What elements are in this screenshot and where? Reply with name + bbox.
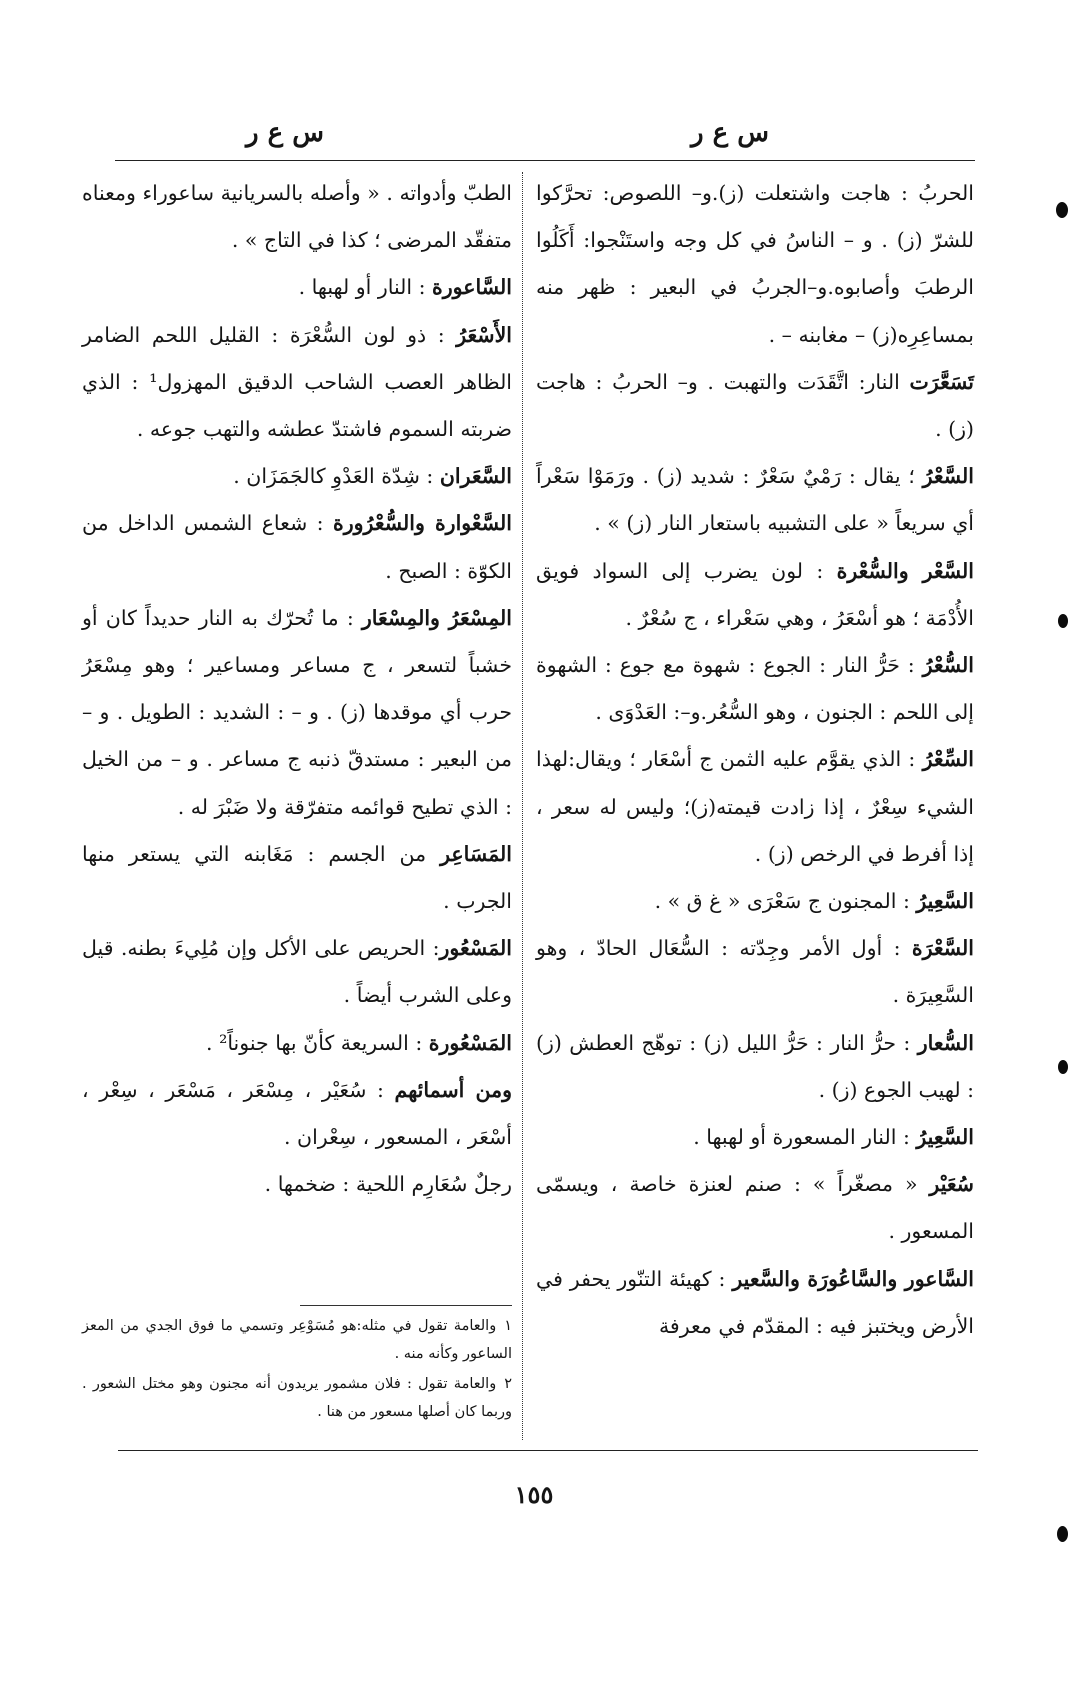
entry xyxy=(82,170,512,264)
entry xyxy=(82,595,512,831)
definition: : ذو لون السُّعْرَة : القليل اللحم الضامر الظاهر العصب الشاحب الدقيق المهزول¹ : الذي ضربته السموم فاشتدّ عطشه والتهب جوعه . xyxy=(82,322,513,442)
definition: : ما تُحرّك به النار حديداً كان أو خشباً لتسعر ، ج مساعر ومساعير ؛ وهو مِسْعَرُ حرب أي موقدها (ز) . و – : الشديد : الطويل . و – من البعير : مستدقّ ذنبه ج مساعر . و – من الخيل : الذي تطيح قوائمه متفرّقة ولا ضَبْرَ له . xyxy=(82,605,512,819)
definition: : لون يضرب إلى السواد فويق الأُدْمَة ؛ هو أسْعَرُ ، وهي سَعْراء ، ج سُعْرٌ . xyxy=(536,558,974,630)
definition: : النار أو لهبها . xyxy=(298,275,433,300)
footnote-number: ١ xyxy=(504,1318,512,1334)
definition: : كهيئة التنّور يحفر في الأرض ويختبز فيه : المقدّم في معرفة xyxy=(536,1266,974,1338)
footnote xyxy=(82,1312,512,1368)
entry xyxy=(536,1256,974,1350)
headword: السَّاعورة xyxy=(432,275,512,300)
definition: : شِدّة العَدْوِ كالجَمَزَان . xyxy=(233,464,440,489)
headword: السَّعْر والسُّعْرة xyxy=(836,558,975,583)
headword: الأَسْعَرُ xyxy=(456,322,512,347)
headword: تَسَعَّرَت xyxy=(909,369,974,394)
entry xyxy=(82,831,512,925)
entry xyxy=(536,453,974,547)
entry xyxy=(536,736,974,878)
headword: المَسْعُورة xyxy=(428,1030,512,1055)
entry xyxy=(536,878,974,925)
entry xyxy=(536,642,974,736)
headword: السُّعار xyxy=(917,1030,974,1055)
entry xyxy=(82,1067,512,1161)
headword: السَّعِيرُ xyxy=(916,889,974,914)
headword: المَسَاعِر xyxy=(440,841,512,866)
header-rule xyxy=(115,160,975,161)
entry xyxy=(536,1161,974,1255)
headword: ومن أسمائهم xyxy=(394,1077,513,1102)
definition: : الحريص على الأكل وإن مُلِيءَ بطنه. قيل وعلى الشرب أيضاً . xyxy=(82,936,512,1008)
entry xyxy=(82,925,512,1019)
headword: السَّعِيرُ xyxy=(916,1125,974,1150)
definition: : السريعة كأنّ بها جنوناً² . xyxy=(206,1030,429,1055)
definition: الطبّ وأدواته . « وأصله بالسريانية ساعوراء ومعناه متفقّد المرضى ؛ كذا في التاج » . xyxy=(82,181,512,253)
footnote-rule xyxy=(300,1305,512,1306)
binding-hole-mark xyxy=(1058,1060,1068,1074)
headword: المَسْعُور xyxy=(439,936,512,961)
running-head-left: س ع ر xyxy=(246,118,324,148)
running-head-right: س ع ر xyxy=(691,118,769,148)
entry xyxy=(536,170,974,359)
entry xyxy=(82,453,512,500)
definition: : حَرُّ النار : الجوع : شهوة مع جوع : الشهوة إلى اللحم : الجنون ، وهو السُّعُر.و–: العَدْوَى . xyxy=(536,653,974,725)
entry xyxy=(82,1020,512,1067)
binding-hole-mark xyxy=(1056,202,1068,218)
footnotes xyxy=(82,1312,512,1428)
definition: ؛ يقال : رَمْيٌ سَعْرٌ : شديد (ز) . ورَمَوْا سَعْراً أي سريعاً « على التشبيه باستعار النار (ز) » . xyxy=(536,464,974,536)
headword: السَّعْوارة والسُّعْرُورة xyxy=(333,511,512,536)
definition: : المجنون ج سَعْرَى « غ ق » . xyxy=(654,889,917,914)
entry xyxy=(82,264,512,311)
binding-hole-mark xyxy=(1057,1526,1068,1542)
entry xyxy=(536,548,974,642)
definition: : الذي يقوَّم عليه الثمن ج أسْعَار ؛ ويقال:لهذا الشيء سِعْرٌ ، إذا زادت قيمته(ز)؛ وليس له سعر ، إذا أفرط في الرخص (ز) . xyxy=(536,747,974,866)
entry xyxy=(82,312,512,454)
page-number: ١٥٥ xyxy=(514,1480,554,1509)
footnote-text: والعامة تقول في مثله:هو مُسَوْعِر وتسمي ما فوق الجدي من المعز الساعور وكأنه منه . xyxy=(82,1318,512,1362)
headword: المِسْعَرُ والمِسْعَار xyxy=(361,605,512,630)
headword: السَّعَران xyxy=(439,464,512,489)
entry xyxy=(82,500,512,594)
headword: السِّعْرُ xyxy=(922,747,974,772)
footnote xyxy=(82,1370,512,1426)
footer-rule xyxy=(118,1450,978,1451)
definition: النار: اتَّقَدَت والتهبت . و– الحربُ : هاجت (ز) . xyxy=(536,369,974,442)
definition: : شعاع الشمس الداخل من الكوّة : الصبح . xyxy=(82,511,512,583)
footnote-text: والعامة تقول : فلان مشمور يريدون أنه مجنون وهو مختل الشعور . وربما كان أصلها مسعور من هنا . xyxy=(82,1376,512,1420)
headword: سُعَيْر xyxy=(929,1172,974,1197)
definition: : حرُّ النار : حَرُّ الليل (ز) : توهّج العطش (ز) : لهيب الجوع (ز) . xyxy=(536,1030,974,1102)
headword: السَّاعور والسَّاعُورَة والسَّعير xyxy=(732,1266,974,1291)
left-column xyxy=(82,170,512,1208)
definition: : أول الأمر وجِدّته : السُّعَال الحادّ ، وهو السَّعِيرَة . xyxy=(536,936,974,1008)
headword: السَّعْرَة xyxy=(911,936,974,961)
definition: رجلٌ سُعَارِم اللحية : ضخمها . xyxy=(264,1172,512,1197)
footnote-number: ٢ xyxy=(504,1376,512,1392)
entry xyxy=(536,359,974,453)
column-divider xyxy=(522,172,523,1440)
entry xyxy=(536,925,974,1019)
right-column xyxy=(536,170,974,1350)
definition: « مصغّراً » : صنم لعنزة خاصة ، ويسمّى المسعور . xyxy=(536,1172,974,1244)
binding-hole-mark xyxy=(1058,614,1068,628)
entry xyxy=(536,1114,974,1161)
definition: الحربُ : هاجت واشتعلت (ز).و– اللصوص: تحرَّكوا للشرّ (ز) . و – الناسُ في كل وجه واستَنْجوا: أَكَلُوا الرطبَ وأصابوه.و–الجربُ في البعير : ظهر منه بمساعِرِه(ز) – مغابنه – . xyxy=(536,181,974,347)
headword: السُّعْرُ xyxy=(922,653,974,678)
definition: من الجسم : مَغَابنه التي يستعر منها الجرب . xyxy=(82,841,512,914)
entry xyxy=(536,1020,974,1114)
entry xyxy=(82,1161,512,1208)
headword: السَّعْرُ xyxy=(922,464,974,489)
definition: : النار المسعورة أو لهبها . xyxy=(693,1125,917,1150)
definition: : سُعَيْر ، مِسْعَر ، مَسْعَر ، سِعْر ، أسْعَر ، المسعور ، سِعْران . xyxy=(82,1077,512,1150)
